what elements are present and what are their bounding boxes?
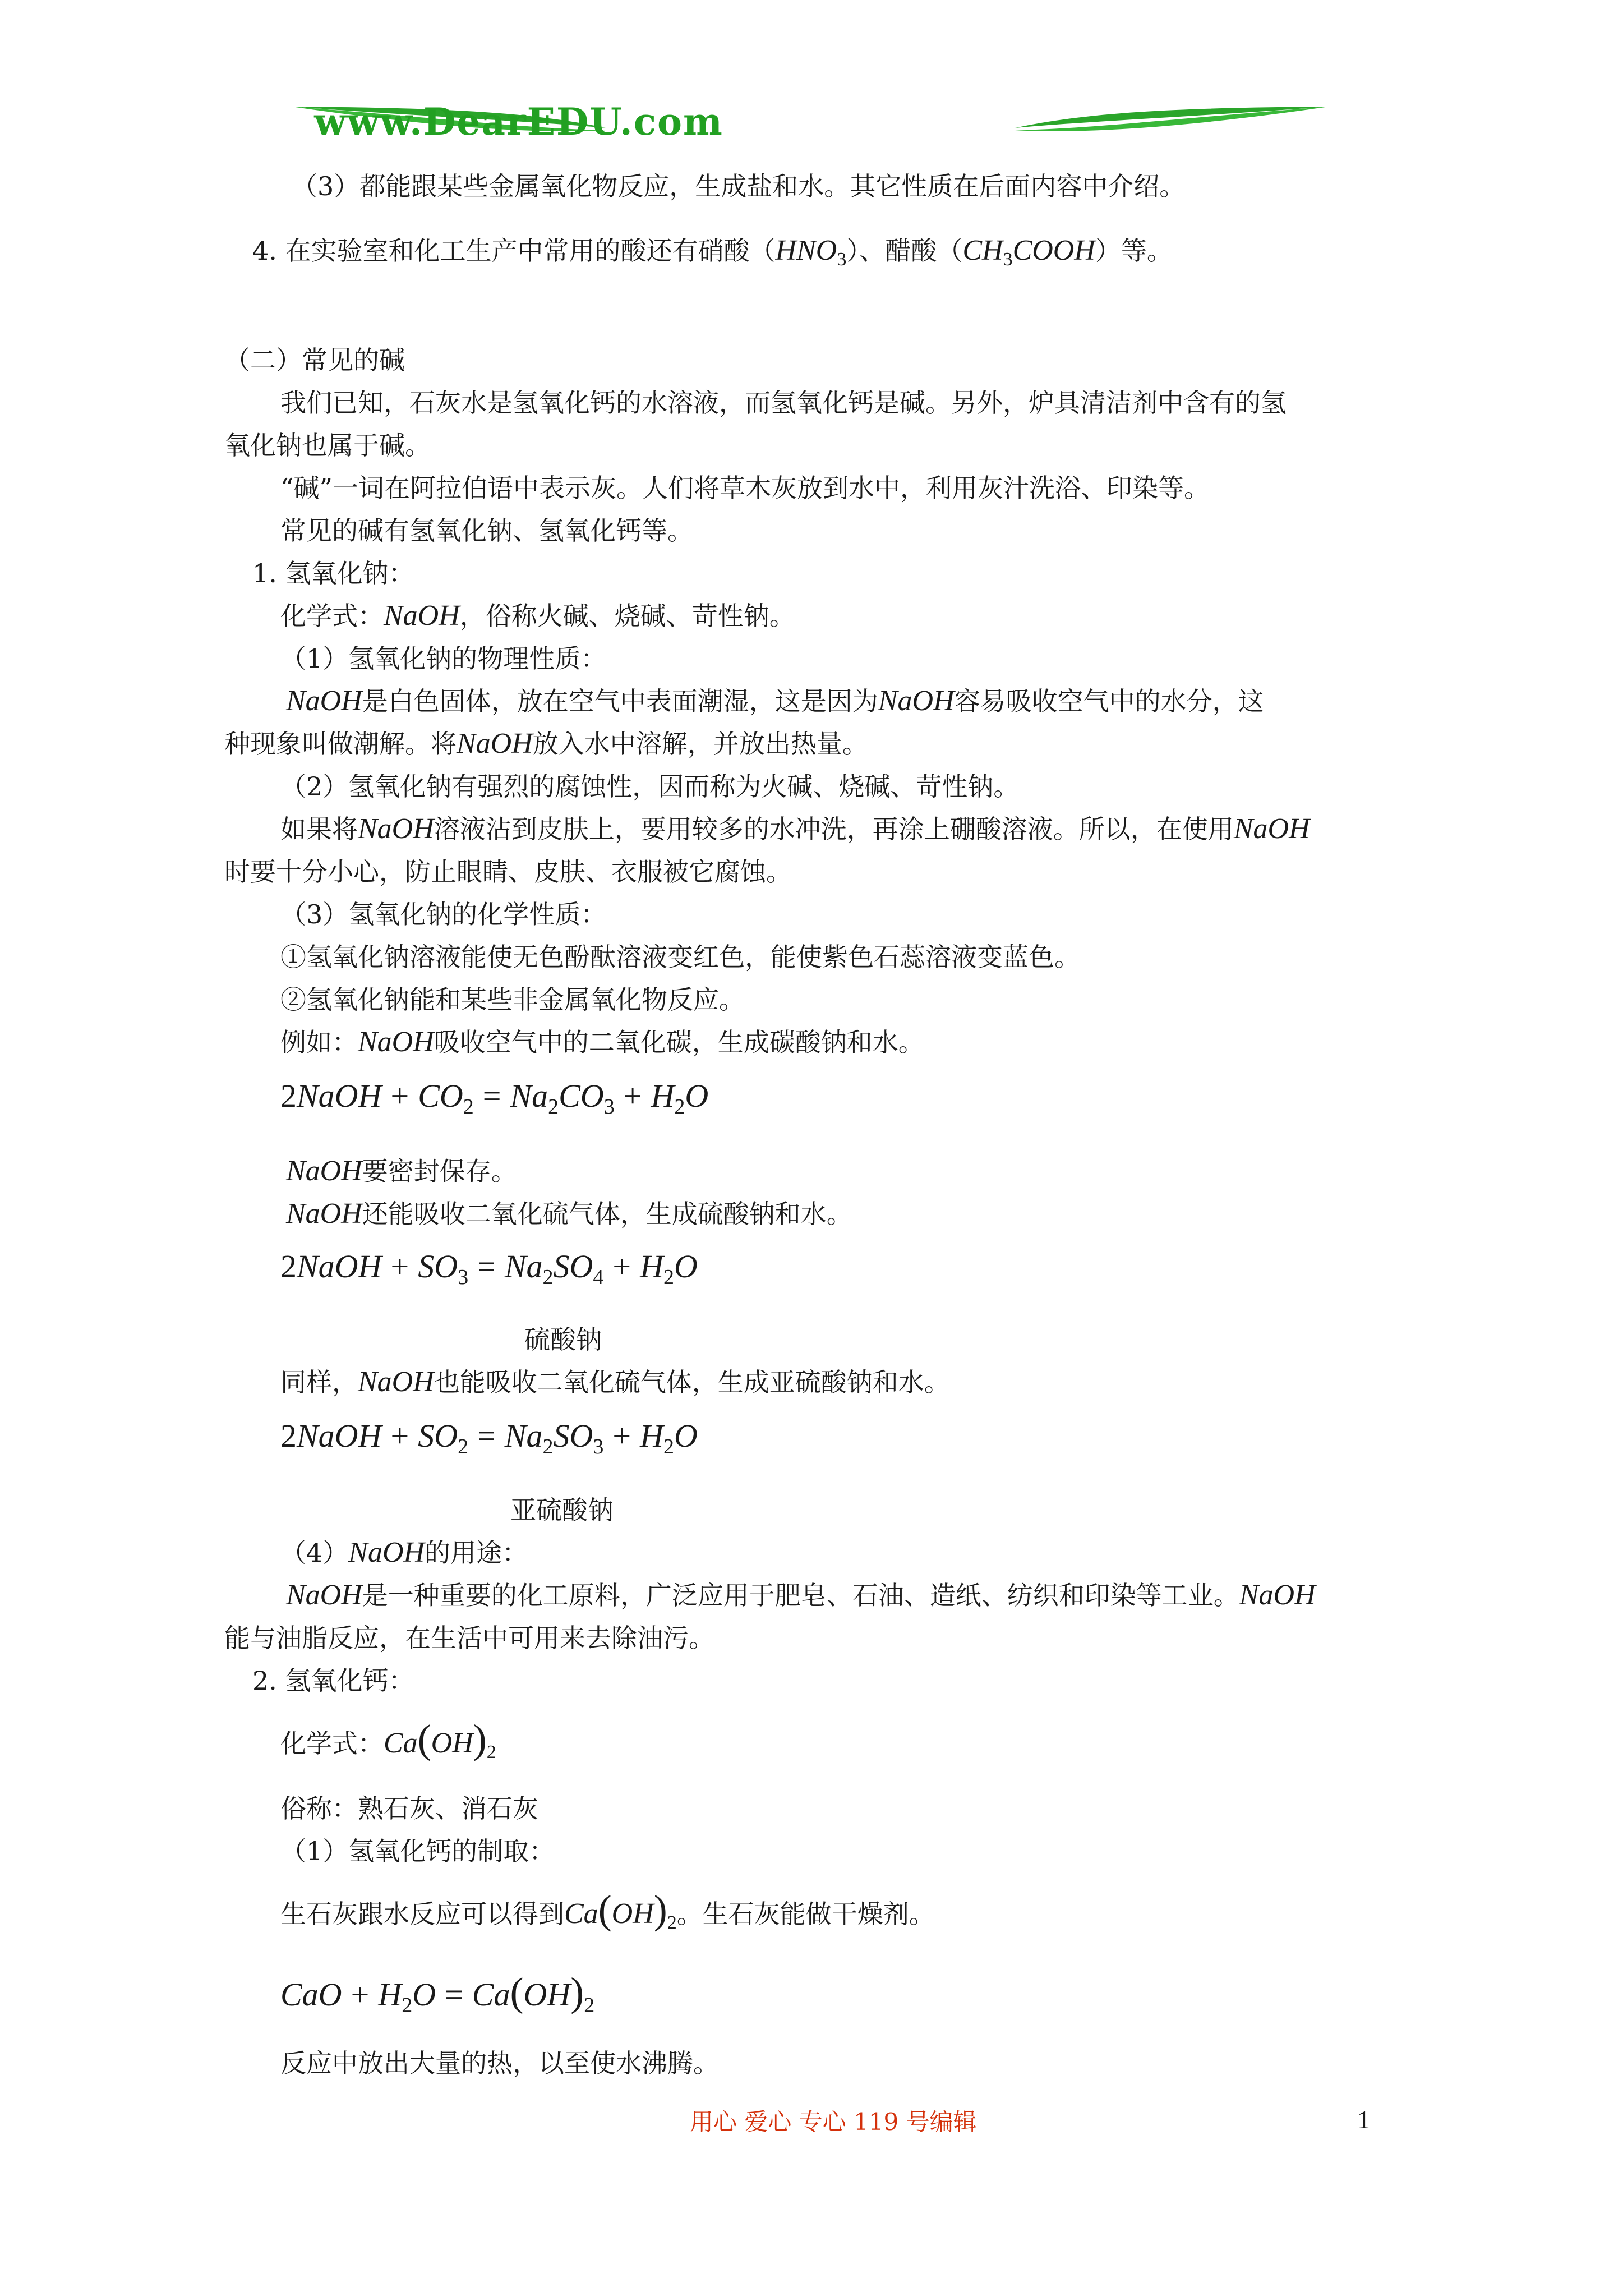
text-line: 时要十分小心，防止眼睛、皮肤、衣服被它腐蚀。 (224, 857, 792, 887)
text-line: 同样，NaOH也能吸收二氧化硫气体，生成亚硫酸钠和水。 (280, 1366, 950, 1398)
subsection-heading: 2. 氢氧化钙： (252, 1665, 414, 1696)
text-line: NaOH要密封保存。 (286, 1155, 517, 1187)
text-line: NaOH是一种重要的化工原料，广泛应用于肥皂、石油、造纸、纺织和印染等工业。NaOH (286, 1579, 1316, 1611)
equation-cao-h2o: CaO + $H_2O = Ca(OH)_2$ (280, 1970, 595, 2017)
text-line: 种现象叫做潮解。将NaOH放入水中溶解，并放出热量。 (224, 728, 868, 760)
text-line: 俗称：熟石灰、消石灰 (280, 1793, 538, 1824)
equation-naoh-so3: 2NaOH + $SO_3 = Na_2SO_4 + H_2O$ (280, 1248, 698, 1289)
text-line: “碱”一词在阿拉伯语中表示灰。人们将草木灰放到水中，利用灰汁洗浴、印染等。 (280, 473, 1210, 503)
text-line: 能与油脂反应，在生活中可用来去除油污。 (224, 1623, 714, 1653)
text-line: （3）氢氧化钠的化学性质： (280, 899, 607, 930)
subsection-heading: 1. 氢氧化钠： (252, 558, 414, 588)
text-line: （2）氢氧化钠有强烈的腐蚀性，因而称为火碱、烧碱、苛性钠。 (280, 771, 1020, 802)
text-line: （1）氢氧化钙的制取： (280, 1836, 555, 1866)
equation-naoh-co2: 2NaOH + $CO_2 = Na_2CO_3 + H_2O$ (280, 1078, 709, 1119)
text-line: 我们已知，石灰水是氢氧化钙的水溶液，而氢氧化钙是碱。另外，炉具清洁剂中含有的氢 (280, 388, 1287, 418)
text-line: 如果将NaOH溶液沾到皮肤上，要用较多的水冲洗，再涂上硼酸溶液。所以，在使用NaOH (280, 813, 1310, 845)
formula-acetic-acid: $CH_3COOH$ (962, 234, 1095, 270)
footer-text: 用心 爱心 专心 119 号编辑 (690, 2108, 977, 2136)
text-line: 生石灰跟水反应可以得到$Ca(OH)_2$。生石灰能做干燥剂。 (280, 1887, 935, 1933)
product-label: 硫酸钠 (524, 1324, 602, 1355)
text-line: 化学式：$Ca(OH)_2$ (280, 1717, 496, 1763)
text-line: 氧化钠也属于碱。 (224, 430, 431, 461)
site-logo-text: www.DearEDU.com (314, 100, 723, 144)
text-line: 常见的碱有氢氧化钠、氢氧化钙等。 (280, 516, 693, 546)
text-line: NaOH还能吸收二氧化硫气体，生成硫酸钠和水。 (286, 1198, 852, 1230)
product-label: 亚硫酸钠 (510, 1495, 614, 1525)
text-line: ②氢氧化钠能和某些非金属氧化物反应。 (280, 984, 745, 1015)
formula-caoh2: $Ca(OH)_2$ (564, 1887, 677, 1933)
text-line: 例如：NaOH吸收空气中的二氧化碳，生成碳酸钠和水。 (280, 1026, 924, 1058)
text-line: （4）NaOH的用途： (280, 1536, 528, 1568)
equation-naoh-so2: 2NaOH + $SO_2 = Na_2SO_3 + H_2O$ (280, 1418, 698, 1458)
text-line: 反应中放出大量的热，以至使水沸腾。 (280, 2048, 719, 2078)
page-number: 1 (1357, 2105, 1370, 2134)
formula-caoh2: $Ca(OH)_2$ (384, 1717, 496, 1763)
text-line: （3）都能跟某些金属氧化物反应，生成盐和水。其它性质在后面内容中介绍。 (292, 171, 1186, 201)
formula-hno3: $HNO_3$ (775, 234, 847, 270)
text-line: 4. 在实验室和化工生产中常用的酸还有硝酸$(HNO_3)$、醋酸$(CH_3COOH)$等。 (252, 234, 1173, 270)
section-heading: （二）常见的碱 (224, 345, 405, 375)
text-line: 化学式：NaOH，俗称火碱、烧碱、苛性钠。 (280, 600, 795, 632)
text-line: NaOH是白色固体，放在空气中表面潮湿，这是因为NaOH容易吸收空气中的水分，这 (286, 685, 1264, 717)
text-line: ①氢氧化钠溶液能使无色酚酞溶液变红色，能使紫色石蕊溶液变蓝色。 (280, 942, 1080, 972)
text-line: （1）氢氧化钠的物理性质： (280, 643, 607, 674)
